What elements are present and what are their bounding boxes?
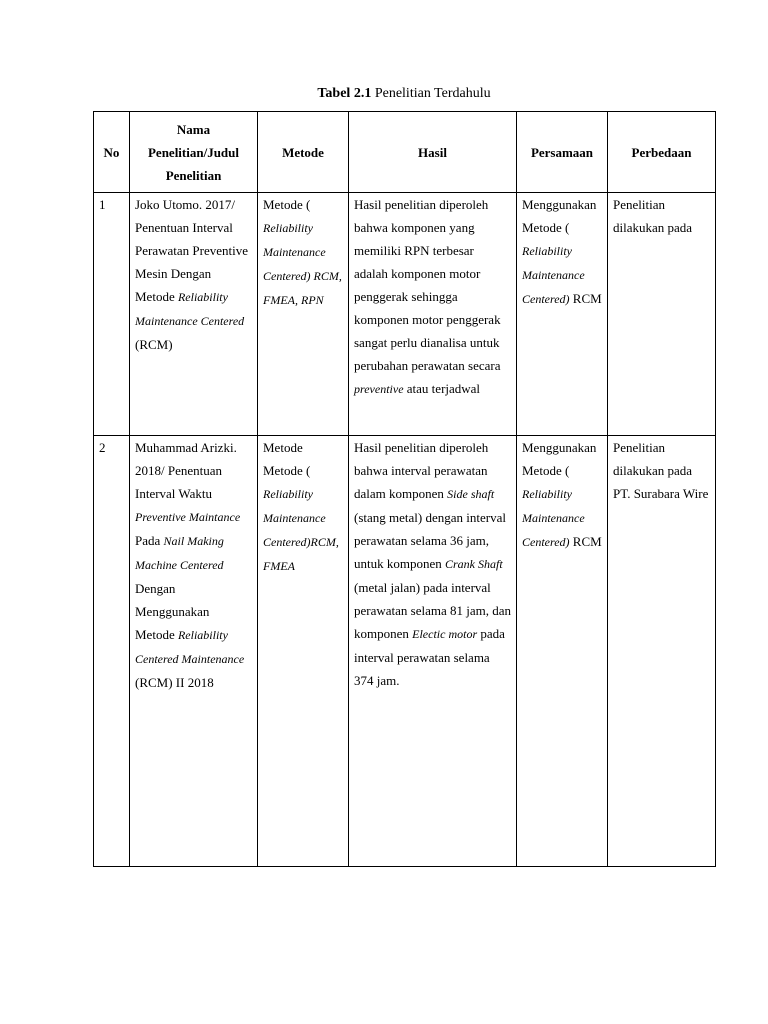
cell-persamaan [517,193,608,436]
text-part: Pada [135,533,164,548]
cell-no: 2 [94,436,130,867]
cell-perbedaan: Penelitian dilakukan pada PT. Surabara Wire [608,436,716,867]
table-row [94,193,716,436]
cell-metode [258,193,349,436]
cell-hasil [349,193,517,436]
text-part: (RCM) [135,337,173,352]
text-part: atau terjadwal [403,381,481,396]
text-part: Dengan Menggunakan Metode [135,581,210,642]
table-row [94,436,716,867]
italic-part: Reliability Centered Maintenance [135,628,245,666]
cell-judul [130,193,258,436]
text-part: Muhammad Arizki. 2018/ Penentuan Interval Waktu [135,440,237,501]
text-part: Menggunakan Metode ( [522,197,597,235]
italic-part: Nail Making Machine Centered [135,534,224,572]
header-judul: Nama Penelitian/Judul Penelitian [130,112,258,193]
text-part: (metal jalan) pada interval perawatan selama 81 jam, dan komponen [354,580,512,641]
text-part: (RCM) II 2018 [135,675,214,690]
header-hasil: Hasil [349,112,517,193]
cell-judul [130,436,258,867]
caption-text: Penelitian Terdahulu [371,86,491,101]
cell-no: 1 [94,193,130,436]
text-part: RCM [569,291,602,306]
header-no: No [94,112,130,193]
table-header-row [94,112,716,193]
italic-part: preventive [354,382,404,396]
text-part: Menggunakan Metode ( [522,440,597,478]
italic-part: Side shaft [447,487,495,501]
italic-part: Crank Shaft [445,557,503,571]
italic-part: Reliability Maintenance Centered) [522,487,585,549]
header-perbedaan: Perbedaan [608,112,716,193]
italic-part: Reliability Maintenance Centered [135,290,245,328]
text-part: pada interval perawatan selama 374 jam. [354,626,505,688]
cell-perbedaan: Penelitian dilakukan pada [608,193,716,436]
header-metode: Metode [258,112,349,193]
cell-hasil [349,436,517,867]
italic-part: Electic motor [412,627,478,641]
text-part: Metode ( [263,197,311,212]
cell-persamaan [517,436,608,867]
text-part: RCM [569,534,602,549]
text-part: Hasil penelitian diperoleh bahwa komponen yang memiliki RPN terbesar adalah komponen motor penggerak sehingga komponen motor penggerak sangat perlu dianalisa untuk perubahan perawatan secara [354,197,501,373]
italic-part: Preventive Maintance [135,510,241,524]
italic-part: Reliability Maintenance Centered)RCM, FMEA [263,487,339,573]
text-part: Joko Utomo. 2017/ Penentuan Interval Perawatan Preventive Mesin Dengan Metode [135,197,248,304]
text-part: Metode Metode ( [263,440,311,478]
table-caption [0,86,768,102]
text-part: Hasil penelitian diperoleh bahwa interval perawatan dalam komponen [354,440,489,501]
research-table [93,111,716,867]
text-part: (stang metal) dengan interval perawatan selama 36 jam, untuk komponen [354,510,506,571]
caption-label: Tabel 2.1 [317,86,372,101]
cell-metode [258,436,349,867]
header-persamaan: Persamaan [517,112,608,193]
italic-part: Reliability Maintenance Centered) [522,244,585,306]
italic-part: Reliability Maintenance Centered) RCM, FMEA, RPN [263,221,342,307]
